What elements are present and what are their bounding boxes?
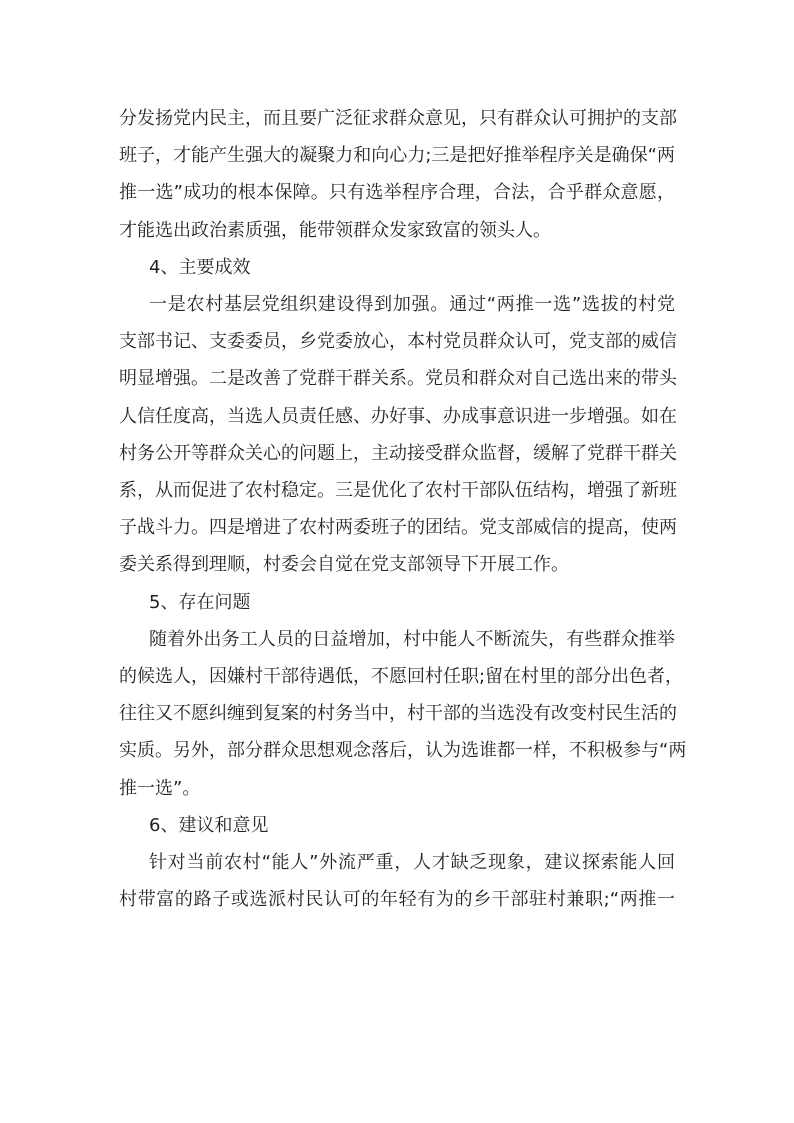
text-line: 才能选出政治素质强，能带领群众发家致富的领头人。 [119, 219, 551, 241]
text-line: 子战斗力。四是增进了农村两委班子的团结。党支部威信的提高，使两 [119, 517, 677, 539]
text-line: 村带富的路子或选派村民认可的年轻有为的乡干部驻村兼职;“两推一 [119, 889, 675, 911]
text-line: 人信任度高，当选人员责任感、办好事、办成事意识进一步增强。如在 [119, 405, 677, 427]
text-line: 推一选”。 [119, 777, 201, 799]
section-heading: 4、主要成效 [149, 256, 251, 278]
body-paragraph [119, 100, 675, 249]
text-line: 分发扬党内民主，而且要广泛征求群众意见，只有群众认可拥护的支部 [119, 108, 677, 129]
text-line: 针对当前农村“能人”外流严重，人才缺乏现象，建议探索能人回 [149, 852, 675, 874]
text-line: 班子，才能产生强大的凝聚力和向心力;三是把好推举程序关是确保“两 [119, 145, 675, 167]
text-line: 支部书记、支委委员，乡党委放心，本村党员群众认可，党支部的威信 [119, 331, 677, 353]
document-page [119, 100, 687, 918]
text-line: 系，从而促进了农村稳定。三是优化了农村干部队伍结构，增强了新班 [119, 480, 677, 502]
section-heading: 6、建议和意见 [149, 814, 269, 836]
body-paragraph [119, 286, 675, 584]
text-line: 往往又不愿纠缠到复案的村务当中，村干部的当选没有改变村民生活的 [119, 703, 677, 725]
text-line: 委关系得到理顺，村委会自觉在党支部领导下开展工作。 [119, 554, 569, 576]
text-line: 推一选”成功的根本保障。只有选举程序合理，合法，合乎群众意愿， [119, 182, 675, 204]
body-paragraph [119, 621, 687, 807]
text-line: 村务公开等群众关心的问题上，主动接受群众监督，缓解了党群干群关 [119, 442, 677, 464]
body-paragraph [119, 844, 675, 918]
section-heading: 5、存在问题 [149, 591, 251, 613]
text-line: 实质。另外，部分群众思想观念落后，认为选谁都一样，不积极参与“两 [119, 740, 687, 762]
text-line: 随着外出务工人员的日益增加，村中能人不断流失，有些群众推举 [149, 628, 675, 650]
text-line: 一是农村基层党组织建设得到加强。通过“两推一选”选拔的村党 [149, 294, 675, 316]
text-line: 的候选人，因嫌村干部待遇低，不愿回村任职;留在村里的部分出色者， [119, 666, 684, 688]
text-line: 明显增强。二是改善了党群干群关系。党员和群众对自己选出来的带头 [119, 368, 677, 390]
